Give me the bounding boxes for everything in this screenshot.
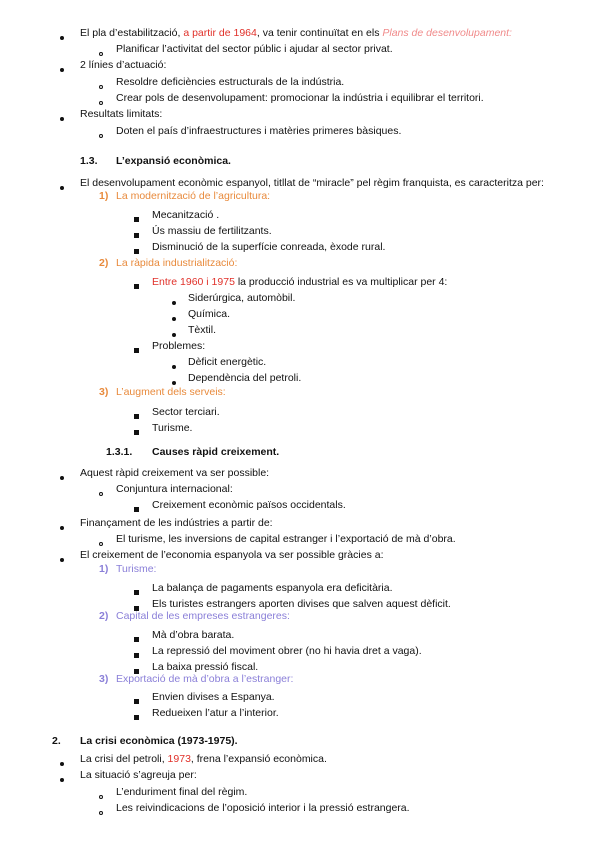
square-bullet-icon [134, 711, 139, 724]
numbered-heading: La ràpida industrialització: [116, 257, 238, 269]
text-line: Creixement econòmic països occidentals. [152, 499, 346, 511]
bullet-icon [172, 296, 176, 309]
numbered-heading: Capital de les empreses estrangeres: [116, 610, 290, 622]
text-line: 2 línies d’actuació: [80, 59, 167, 71]
bullet-icon [172, 360, 176, 373]
bullet-icon [172, 312, 176, 325]
text-line: La situació s’agreuja per: [80, 769, 197, 781]
text-line: La repressió del moviment obrer (no hi havia dret a vaga). [152, 645, 422, 657]
highlight-date: a partir de 1964 [183, 27, 257, 39]
bullet-icon [60, 112, 64, 125]
square-bullet-icon [134, 344, 139, 357]
bullet-icon [60, 63, 64, 76]
square-bullet-icon [134, 649, 139, 662]
highlight-date: 1973 [167, 753, 191, 765]
text-line: Doten el país d’infraestructures i matèries primeres bàsiques. [116, 125, 402, 137]
section-heading: La crisi econòmica (1973-1975). [80, 735, 238, 747]
list-number: 2) [99, 610, 109, 622]
text-line: El pla d’estabilització, a partir de 1964, va tenir continuïtat en els Plans de desenvolupament: [80, 27, 512, 39]
text-line: L’enduriment final del règim. [116, 786, 248, 798]
square-bullet-icon [134, 410, 139, 423]
bullet-icon [60, 773, 64, 786]
text-line: La balança de pagaments espanyola era deficitària. [152, 582, 393, 594]
text-line: Turisme. [152, 422, 193, 434]
text-line: Redueixen l’atur a l’interior. [152, 707, 279, 719]
text-line: Tèxtil. [188, 324, 217, 336]
text-line: Resultats limitats: [80, 108, 163, 120]
text-line: Planificar l’activitat del sector públic i ajudar al sector privat. [116, 43, 393, 55]
text-line: Conjuntura internacional: [116, 483, 233, 495]
numbered-heading: Exportació de mà d’obra a l’estranger: [116, 673, 294, 685]
list-number: 3) [99, 673, 109, 685]
text-line: Entre 1960 i 1975 la producció industrial es va multiplicar per 4: [152, 276, 448, 288]
list-number: 1) [99, 563, 109, 575]
text-line: Ús massiu de fertilitzants. [152, 225, 272, 237]
text-line: Finançament de les indústries a partir de: [80, 517, 273, 529]
text-line: Dèficit energètic. [188, 356, 267, 368]
bullet-icon [60, 471, 64, 484]
text-line: Els turistes estrangers aporten divises que salven aquest dèficit. [152, 598, 451, 610]
text-line: El desenvolupament econòmic espanyol, titllat de “miracle” pel règim franquista, es caracteritza per: [80, 177, 544, 189]
circle-bullet-icon [99, 790, 103, 803]
section-number: 1.3. [80, 155, 98, 167]
text-line: El turisme, les inversions de capital estranger i l’exportació de mà d’obra. [116, 533, 456, 545]
text-line: Aquest ràpid creixement va ser possible: [80, 467, 270, 479]
text-line: Dependència del petroli. [188, 372, 302, 384]
circle-bullet-icon [99, 129, 103, 142]
text-line: Resoldre deficiències estructurals de la indústria. [116, 76, 345, 88]
text-line: Siderúrgica, automòbil. [188, 292, 296, 304]
bullet-icon [60, 553, 64, 566]
numbered-heading: L’augment dels serveis: [116, 386, 226, 398]
bullet-icon [60, 31, 64, 44]
bullet-icon [60, 181, 64, 194]
text-line: La crisi del petroli, 1973, frena l’expansió econòmica. [80, 753, 327, 765]
text-line: La baixa pressió fiscal. [152, 661, 259, 673]
circle-bullet-icon [99, 806, 103, 819]
square-bullet-icon [134, 229, 139, 242]
square-bullet-icon [134, 280, 139, 293]
square-bullet-icon [134, 695, 139, 708]
circle-bullet-icon [99, 80, 103, 93]
text-line: Sector terciari. [152, 406, 220, 418]
text-line: Problemes: [152, 340, 206, 352]
text-line: Disminució de la superfície conreada, èxode rural. [152, 241, 386, 253]
text-line: Envien divises a Espanya. [152, 691, 275, 703]
text-line: Química. [188, 308, 231, 320]
square-bullet-icon [134, 213, 139, 226]
list-number: 3) [99, 386, 109, 398]
circle-bullet-icon [99, 487, 103, 500]
section-heading: L’expansió econòmica. [116, 155, 231, 167]
square-bullet-icon [134, 633, 139, 646]
section-number: 2. [52, 735, 61, 747]
text-line: El creixement de l’economia espanyola va ser possible gràcies a: [80, 549, 384, 561]
bullet-icon [60, 521, 64, 534]
square-bullet-icon [134, 586, 139, 599]
text-line: Crear pols de desenvolupament: promocionar la indústria i equilibrar el territori. [116, 92, 484, 104]
square-bullet-icon [134, 426, 139, 439]
text-line: Mecanització . [152, 209, 220, 221]
section-heading: Causes ràpid creixement. [152, 446, 280, 458]
bullet-icon [60, 757, 64, 770]
numbered-heading: Turisme: [116, 563, 157, 575]
text-line: Mà d’obra barata. [152, 629, 235, 641]
square-bullet-icon [134, 503, 139, 516]
list-number: 1) [99, 190, 109, 202]
numbered-heading: La modernització de l’agricultura: [116, 190, 271, 202]
list-number: 2) [99, 257, 109, 269]
text-line: Les reivindicacions de l’oposició interior i la pressió estrangera. [116, 802, 410, 814]
section-number: 1.3.1. [106, 446, 133, 458]
highlight-term: Plans de desenvolupament: [382, 27, 512, 39]
